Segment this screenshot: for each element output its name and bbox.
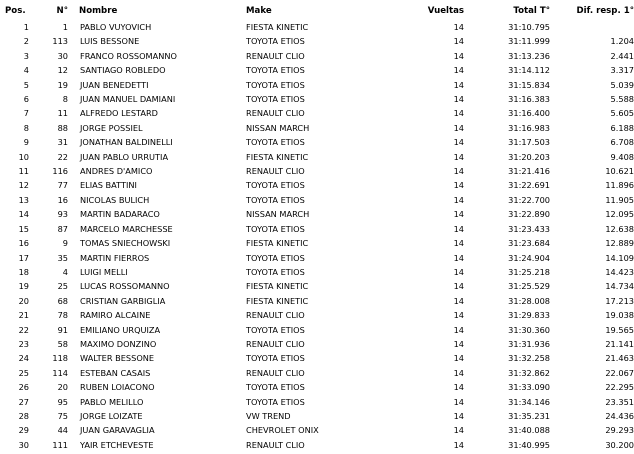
cell-laps: 14 — [453, 79, 464, 90]
cell-pos: 3 — [23, 50, 29, 61]
cell-make: TOYOTA ETIOS — [246, 324, 305, 335]
cell-total-time: 31:15.834 — [508, 79, 550, 90]
cell-number: 91 — [57, 324, 68, 335]
cell-number: 44 — [57, 425, 68, 436]
cell-laps: 14 — [453, 338, 464, 349]
table-row — [0, 135, 634, 149]
cell-gap: 1.204 — [610, 36, 634, 47]
cell-total-time: 31:10.795 — [508, 22, 550, 32]
cell-pos: 17 — [18, 252, 29, 263]
table-row — [0, 78, 634, 92]
cell-gap: 22.295 — [605, 382, 634, 393]
table-row — [0, 323, 634, 337]
cell-laps: 14 — [453, 223, 464, 234]
cell-laps: 14 — [453, 367, 464, 378]
table-row — [0, 438, 634, 452]
cell-gap: 12.889 — [605, 238, 634, 249]
cell-gap: 19.565 — [605, 324, 634, 335]
cell-gap — [550, 20, 634, 34]
cell-make: TOYOTA ETIOS — [246, 396, 305, 407]
cell-name: MARTIN FIERROS — [80, 252, 150, 263]
cell-name: ALFREDO LESTARD — [80, 108, 158, 119]
cell-number: 87 — [57, 223, 68, 234]
cell-pos: 26 — [18, 382, 29, 393]
table-row — [0, 351, 634, 365]
cell-name: FRANCO ROSSOMANNO — [80, 50, 177, 61]
cell-laps: 14 — [453, 194, 464, 205]
cell-laps: 14 — [453, 180, 464, 191]
cell-number: 68 — [57, 295, 68, 306]
cell-gap: 30.200 — [605, 439, 634, 450]
cell-gap: 14.109 — [605, 252, 634, 263]
table-row — [0, 207, 634, 221]
cell-laps: 14 — [453, 295, 464, 306]
cell-number: 93 — [57, 209, 68, 220]
cell-number: 35 — [57, 252, 68, 263]
header-number: N° — [56, 6, 68, 16]
cell-laps: 14 — [453, 266, 464, 277]
table-row — [0, 294, 634, 308]
cell-pos: 19 — [18, 281, 29, 292]
cell-name: JORGE LOIZATE — [80, 410, 143, 421]
cell-total-time: 31:20.203 — [508, 151, 550, 162]
cell-number: 114 — [52, 367, 68, 378]
cell-laps: 14 — [453, 166, 464, 177]
cell-laps: 14 — [453, 122, 464, 133]
cell-gap: 11.896 — [605, 180, 634, 191]
header-total-time: Total T° — [513, 6, 550, 16]
cell-name: LUIGI MELLI — [80, 266, 128, 277]
cell-make: FIESTA KINETIC — [246, 238, 309, 249]
cell-make: TOYOTA ETIOS — [246, 94, 305, 105]
cell-total-time: 31:16.983 — [508, 122, 550, 133]
cell-make: RENAULT CLIO — [246, 166, 305, 177]
cell-total-time: 31:11.999 — [508, 36, 550, 47]
table-row — [0, 164, 634, 178]
table-row — [0, 49, 634, 63]
cell-number: 4 — [62, 266, 68, 277]
cell-make: RENAULT CLIO — [246, 108, 305, 119]
cell-pos: 8 — [23, 122, 29, 133]
cell-name: LUCAS ROSSOMANNO — [80, 281, 170, 292]
cell-total-time: 31:33.090 — [508, 382, 550, 393]
cell-total-time: 31:32.862 — [508, 367, 550, 378]
cell-total-time: 31:30.360 — [508, 324, 550, 335]
cell-laps: 14 — [453, 65, 464, 76]
cell-pos: 7 — [23, 108, 29, 119]
cell-number: 78 — [57, 310, 68, 321]
cell-name: EMILIANO URQUIZA — [80, 324, 161, 335]
cell-pos: 27 — [18, 396, 29, 407]
cell-laps: 14 — [453, 252, 464, 263]
cell-total-time: 31:22.700 — [508, 194, 550, 205]
cell-gap: 9.408 — [610, 151, 634, 162]
cell-make: CHEVROLET ONIX — [246, 425, 319, 436]
cell-gap: 17.213 — [605, 295, 634, 306]
cell-name: WALTER BESSONE — [80, 353, 155, 364]
cell-total-time: 31:13.236 — [508, 50, 550, 61]
cell-total-time: 31:23.433 — [508, 223, 550, 234]
cell-laps: 14 — [453, 151, 464, 162]
table-row — [0, 279, 634, 293]
cell-make: RENAULT CLIO — [246, 310, 305, 321]
cell-total-time: 31:31.936 — [508, 338, 550, 349]
cell-total-time: 31:23.684 — [508, 238, 550, 249]
cell-total-time: 31:35.231 — [508, 410, 550, 421]
table-row — [0, 150, 634, 164]
results-table — [0, 3, 634, 452]
cell-laps: 14 — [453, 22, 464, 32]
cell-pos: 28 — [18, 410, 29, 421]
cell-pos: 11 — [18, 166, 29, 177]
cell-name: MARCELO MARCHESSE — [80, 223, 173, 234]
cell-gap: 12.095 — [605, 209, 634, 220]
cell-total-time: 31:34.146 — [508, 396, 550, 407]
cell-gap: 5.039 — [610, 79, 634, 90]
cell-make: TOYOTA ETIOS — [246, 382, 305, 393]
cell-total-time: 31:25.218 — [508, 266, 550, 277]
cell-name: YAIR ETCHEVESTE — [80, 439, 154, 450]
table-row — [0, 121, 634, 135]
cell-name: NICOLAS BULICH — [80, 194, 150, 205]
cell-laps: 14 — [453, 310, 464, 321]
cell-gap: 11.905 — [605, 194, 634, 205]
cell-total-time: 31:16.400 — [508, 108, 550, 119]
table-header — [0, 3, 634, 20]
cell-gap: 24.436 — [605, 410, 634, 421]
cell-total-time: 31:22.691 — [508, 180, 550, 191]
cell-laps: 14 — [453, 209, 464, 220]
cell-pos: 30 — [18, 439, 29, 450]
cell-pos: 29 — [18, 425, 29, 436]
cell-make: NISSAN MARCH — [246, 122, 310, 133]
cell-pos: 18 — [18, 266, 29, 277]
header-gap: Dif. resp. 1° — [576, 6, 634, 16]
cell-total-time: 31:25.529 — [508, 281, 550, 292]
cell-gap: 10.621 — [605, 166, 634, 177]
cell-laps: 14 — [453, 281, 464, 292]
cell-make: FIESTA KINETIC — [246, 151, 309, 162]
cell-gap: 12.638 — [605, 223, 634, 234]
cell-name: JUAN GARAVAGLIA — [80, 425, 155, 436]
cell-laps: 14 — [453, 396, 464, 407]
cell-gap: 6.188 — [610, 122, 634, 133]
cell-make: TOYOTA ETIOS — [246, 65, 305, 76]
cell-make: TOYOTA ETIOS — [246, 180, 305, 191]
cell-name: RUBEN LOIACONO — [80, 382, 155, 393]
cell-gap: 21.463 — [605, 353, 634, 364]
cell-name: TOMAS SNIECHOWSKI — [80, 238, 171, 249]
table-row — [0, 63, 634, 77]
cell-pos: 2 — [23, 36, 29, 47]
cell-number: 75 — [57, 410, 68, 421]
cell-name: RAMIRO ALCAINE — [80, 310, 151, 321]
cell-make: NISSAN MARCH — [246, 209, 310, 220]
cell-total-time: 31:40.995 — [508, 439, 550, 450]
cell-pos: 25 — [18, 367, 29, 378]
cell-pos: 20 — [18, 295, 29, 306]
cell-pos: 5 — [23, 79, 29, 90]
cell-total-time: 31:28.008 — [508, 295, 550, 306]
table-row — [0, 423, 634, 437]
cell-number: 30 — [57, 50, 68, 61]
cell-gap: 21.141 — [605, 338, 634, 349]
cell-laps: 14 — [453, 36, 464, 47]
table-row — [0, 366, 634, 380]
cell-number: 95 — [57, 396, 68, 407]
cell-make: TOYOTA ETIOS — [246, 79, 305, 90]
header-name: Nombre — [79, 6, 118, 16]
cell-laps: 14 — [453, 382, 464, 393]
cell-name: ELIAS BATTINI — [80, 180, 137, 191]
cell-number: 58 — [57, 338, 68, 349]
table-row — [0, 395, 634, 409]
cell-make: TOYOTA ETIOS — [246, 137, 305, 148]
table-row — [0, 20, 634, 34]
cell-name: JONATHAN BALDINELLI — [80, 137, 173, 148]
table-row — [0, 409, 634, 423]
cell-make: FIESTA KINETIC — [246, 281, 309, 292]
cell-make: TOYOTA ETIOS — [246, 36, 305, 47]
cell-pos: 1 — [23, 22, 29, 32]
cell-gap: 5.605 — [610, 108, 634, 119]
table-row — [0, 193, 634, 207]
cell-number: 111 — [52, 439, 68, 450]
cell-pos: 9 — [23, 137, 29, 148]
cell-number: 25 — [57, 281, 68, 292]
cell-number: 9 — [62, 238, 68, 249]
cell-gap: 14.423 — [605, 266, 634, 277]
cell-number: 1 — [62, 22, 68, 32]
cell-pos: 12 — [18, 180, 29, 191]
cell-number: 12 — [57, 65, 68, 76]
table-row — [0, 265, 634, 279]
table-row — [0, 92, 634, 106]
cell-number: 16 — [57, 194, 68, 205]
cell-name: ANDRES D'AMICO — [80, 166, 153, 177]
cell-make: RENAULT CLIO — [246, 439, 305, 450]
header-laps: Vueltas — [427, 6, 464, 16]
cell-total-time: 31:16.383 — [508, 94, 550, 105]
cell-pos: 21 — [18, 310, 29, 321]
cell-pos: 14 — [18, 209, 29, 220]
cell-laps: 14 — [453, 425, 464, 436]
cell-pos: 16 — [18, 238, 29, 249]
cell-name: MARTIN BADARACO — [80, 209, 160, 220]
cell-pos: 10 — [18, 151, 29, 162]
cell-name: MAXIMO DONZINO — [80, 338, 157, 349]
cell-pos: 22 — [18, 324, 29, 335]
table-row — [0, 308, 634, 322]
cell-make: TOYOTA ETIOS — [246, 194, 305, 205]
header-make: Make — [246, 6, 272, 16]
table-row — [0, 34, 634, 48]
cell-gap: 6.708 — [610, 137, 634, 148]
cell-make: VW TREND — [246, 410, 291, 421]
cell-pos: 24 — [18, 353, 29, 364]
cell-make: FIESTA KINETIC — [246, 295, 309, 306]
cell-name: JUAN MANUEL DAMIANI — [80, 94, 176, 105]
cell-laps: 14 — [453, 94, 464, 105]
cell-make: FIESTA KINETIC — [246, 22, 309, 32]
cell-name: CRISTIAN GARBIGLIA — [80, 295, 166, 306]
cell-laps: 14 — [453, 50, 464, 61]
header-pos: Pos. — [5, 6, 26, 16]
cell-make: RENAULT CLIO — [246, 338, 305, 349]
cell-make: RENAULT CLIO — [246, 367, 305, 378]
cell-number: 11 — [57, 108, 68, 119]
cell-gap: 2.441 — [610, 50, 634, 61]
cell-pos: 4 — [23, 65, 29, 76]
cell-number: 19 — [57, 79, 68, 90]
cell-laps: 14 — [453, 137, 464, 148]
cell-total-time: 31:24.904 — [508, 252, 550, 263]
cell-number: 88 — [57, 122, 68, 133]
cell-number: 77 — [57, 180, 68, 191]
cell-number: 113 — [52, 36, 68, 47]
cell-pos: 15 — [18, 223, 29, 234]
header-row — [0, 3, 634, 20]
cell-make: TOYOTA ETIOS — [246, 223, 305, 234]
cell-total-time: 31:29.833 — [508, 310, 550, 321]
table-row — [0, 251, 634, 265]
cell-total-time: 31:21.416 — [508, 166, 550, 177]
cell-name: JORGE POSSIEL — [80, 122, 143, 133]
cell-name: ESTEBAN CASAIS — [80, 367, 151, 378]
table-row — [0, 380, 634, 394]
cell-total-time: 31:32.258 — [508, 353, 550, 364]
cell-laps: 14 — [453, 410, 464, 421]
cell-name: JUAN BENEDETTI — [80, 79, 149, 90]
cell-name: PABLO VUYOVICH — [80, 22, 152, 32]
cell-gap: 14.734 — [605, 281, 634, 292]
cell-number: 31 — [57, 137, 68, 148]
cell-number: 8 — [62, 94, 68, 105]
table-body — [0, 20, 634, 452]
table-row — [0, 222, 634, 236]
cell-make: RENAULT CLIO — [246, 50, 305, 61]
cell-make: TOYOTA ETIOS — [246, 266, 305, 277]
cell-gap: 29.293 — [605, 425, 634, 436]
cell-gap: 19.038 — [605, 310, 634, 321]
cell-name: SANTIAGO ROBLEDO — [80, 65, 166, 76]
table-row — [0, 236, 634, 250]
cell-laps: 14 — [453, 108, 464, 119]
cell-laps: 14 — [453, 353, 464, 364]
cell-pos: 6 — [23, 94, 29, 105]
cell-name: LUIS BESSONE — [80, 36, 140, 47]
cell-number: 116 — [52, 166, 68, 177]
cell-name: PABLO MELILLO — [80, 396, 144, 407]
cell-laps: 14 — [453, 439, 464, 450]
cell-total-time: 31:14.112 — [508, 65, 550, 76]
cell-pos: 13 — [18, 194, 29, 205]
cell-name: JUAN PABLO URRUTIA — [80, 151, 169, 162]
table-row — [0, 337, 634, 351]
cell-make: TOYOTA ETIOS — [246, 353, 305, 364]
cell-total-time: 31:17.503 — [508, 137, 550, 148]
cell-gap: 3.317 — [610, 65, 634, 76]
cell-laps: 14 — [453, 324, 464, 335]
cell-total-time: 31:22.890 — [508, 209, 550, 220]
cell-gap: 5.588 — [610, 94, 634, 105]
cell-number: 22 — [57, 151, 68, 162]
table-row — [0, 106, 634, 120]
cell-laps: 14 — [453, 238, 464, 249]
cell-gap: 23.351 — [605, 396, 634, 407]
cell-number: 20 — [57, 382, 68, 393]
cell-make: TOYOTA ETIOS — [246, 252, 305, 263]
cell-total-time: 31:40.088 — [508, 425, 550, 436]
table-row — [0, 178, 634, 192]
cell-gap: 22.067 — [605, 367, 634, 378]
cell-number: 118 — [52, 353, 68, 364]
cell-pos: 23 — [18, 338, 29, 349]
